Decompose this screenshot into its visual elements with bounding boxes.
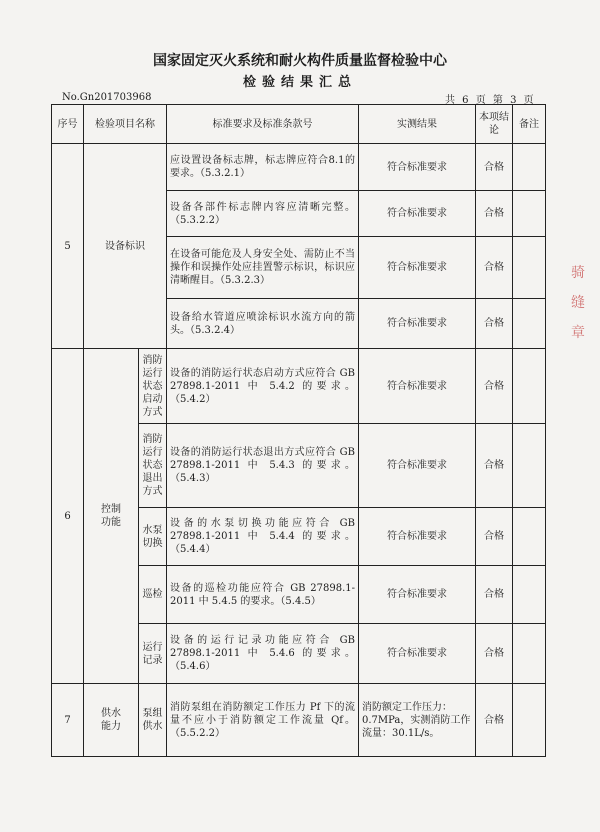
result-cell: 符合标准要求 <box>359 349 476 424</box>
conclusion-cell: 合格 <box>476 144 513 191</box>
result-cell: 消防额定工作压力：0.7MPa，实测消防工作流量：30.1L/s。 <box>359 684 476 757</box>
requirement-cell: 在设备可能危及人身安全处、需防止不当操作和误操作处应挂置警示标识，标识应清晰醒目。（5.3.2.3） <box>167 237 359 299</box>
remark-cell <box>513 349 546 424</box>
page-info: 共 6 页 第 3 页 <box>445 95 534 106</box>
result-cell: 符合标准要求 <box>359 191 476 237</box>
subitem-cell: 水泵切换 <box>139 508 167 566</box>
conclusion-cell: 合格 <box>476 624 513 684</box>
col-result-header: 实测结果 <box>359 105 476 144</box>
result-cell: 符合标准要求 <box>359 624 476 684</box>
subitem-cell: 消防运行状态启动方式 <box>139 349 167 424</box>
conclusion-cell: 合格 <box>476 191 513 237</box>
report-number: No.Gn201703968 <box>62 92 152 103</box>
requirement-cell: 设备各部件标志牌内容应清晰完整。（5.3.2.2） <box>167 191 359 237</box>
item-cell: 供水能力 <box>84 684 139 757</box>
subitem-cell: 泵组供水 <box>139 684 167 757</box>
requirement-cell: 应设置设备标志牌，标志牌应符合8.1的要求。（5.3.2.1） <box>167 144 359 191</box>
result-cell: 符合标准要求 <box>359 144 476 191</box>
conclusion-cell: 合格 <box>476 237 513 299</box>
result-cell: 符合标准要求 <box>359 424 476 508</box>
col-item-header: 检验项目名称 <box>84 105 167 144</box>
subitem-cell: 巡检 <box>139 566 167 624</box>
report-title: 国家固定灭火系统和耐火构件质量监督检验中心 <box>153 53 447 69</box>
seal-stamp: 骑 缝 章 <box>571 265 585 341</box>
requirement-cell: 设备给水管道应喷涂标识水流方向的箭头。（5.3.2.4） <box>167 299 359 349</box>
table-row <box>52 349 546 424</box>
requirement-cell: 设备的消防运行状态退出方式应符合 GB 27898.1-2011 中 5.4.3 的要求。（5.4.3） <box>167 424 359 508</box>
col-remark-header: 备注 <box>513 105 546 144</box>
seq-cell: 7 <box>52 684 84 757</box>
remark-cell <box>513 624 546 684</box>
item-cell: 设备标识 <box>84 144 167 349</box>
requirement-cell: 设备的运行记录功能应符合 GB 27898.1-2011 中 5.4.6 的要求。（5.4.6） <box>167 624 359 684</box>
conclusion-cell: 合格 <box>476 424 513 508</box>
result-cell: 符合标准要求 <box>359 299 476 349</box>
remark-cell <box>513 424 546 508</box>
requirement-cell: 设备的巡检功能应符合 GB 27898.1-2011 中 5.4.5 的要求。（5.4.5） <box>167 566 359 624</box>
remark-cell <box>513 299 546 349</box>
requirement-cell: 消防泵组在消防额定工作压力 Pf 下的流量不应小于消防额定工作流量 Qf。（5.5.2.2） <box>167 684 359 757</box>
col-seq-header: 序号 <box>52 105 84 144</box>
result-cell: 符合标准要求 <box>359 566 476 624</box>
remark-cell <box>513 237 546 299</box>
conclusion-cell: 合格 <box>476 349 513 424</box>
subitem-cell: 消防运行状态退出方式 <box>139 424 167 508</box>
seq-cell: 5 <box>52 144 84 349</box>
item-cell: 控制功能 <box>84 349 139 684</box>
remark-cell <box>513 191 546 237</box>
report-subtitle: 检验结果汇总 <box>242 75 357 90</box>
conclusion-cell: 合格 <box>476 508 513 566</box>
col-conclusion-header: 本项结论 <box>476 105 513 144</box>
conclusion-cell: 合格 <box>476 299 513 349</box>
col-standard-header: 标准要求及标准条款号 <box>167 105 359 144</box>
table-row <box>52 684 546 757</box>
requirement-cell: 设备的水泵切换功能应符合 GB 27898.1-2011 中 5.4.4 的要求。（5.4.4） <box>167 508 359 566</box>
requirement-cell: 设备的消防运行状态启动方式应符合 GB 27898.1-2011 中 5.4.2 的要求。（5.4.2） <box>167 349 359 424</box>
table-header-row <box>52 105 546 144</box>
remark-cell <box>513 508 546 566</box>
result-cell: 符合标准要求 <box>359 508 476 566</box>
table-row <box>52 144 546 191</box>
result-cell: 符合标准要求 <box>359 237 476 299</box>
remark-cell <box>513 566 546 624</box>
subitem-cell: 运行记录 <box>139 624 167 684</box>
remark-cell <box>513 144 546 191</box>
conclusion-cell: 合格 <box>476 684 513 757</box>
remark-cell <box>513 684 546 757</box>
seq-cell: 6 <box>52 349 84 684</box>
results-table <box>51 104 546 757</box>
conclusion-cell: 合格 <box>476 566 513 624</box>
